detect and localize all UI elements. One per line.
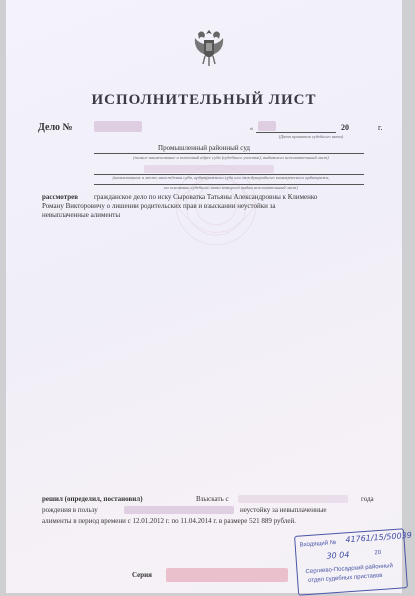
recover-line-2-start: рождения в пользу bbox=[42, 506, 98, 514]
case-text-line-3: невыплаченные алименты bbox=[42, 211, 121, 219]
incoming-number: 41761/15/50039 bbox=[345, 530, 413, 545]
recover-line-1: Взыскать с bbox=[196, 495, 229, 503]
case-text-line-1: гражданское дело по иску Сыроватка Татьяны Александровны к Клименко bbox=[94, 193, 318, 201]
case-text-line-2: Роману Викторовичу о лишении родительских прав и взыскании неустойки за bbox=[42, 202, 276, 210]
redacted-case-number bbox=[94, 121, 142, 132]
considered-label: рассмотрев bbox=[42, 193, 78, 201]
court-caption: (полное наименование и почтовый адрес суда (судебного участка), выдавшего исполнительный лист) bbox=[133, 155, 329, 160]
court-line bbox=[94, 153, 364, 154]
stamp-date: 30 04 bbox=[326, 550, 350, 561]
date-line bbox=[256, 132, 336, 133]
document-sheet bbox=[6, 0, 413, 593]
year-label: 20 bbox=[341, 123, 349, 132]
incoming-stamp bbox=[294, 528, 413, 596]
recover-line-2-end: неустойку за невыплаченные bbox=[240, 506, 327, 514]
redacted-court-address bbox=[144, 165, 274, 173]
coat-of-arms-emblem bbox=[192, 26, 226, 68]
stamp-office-line-2: отдел судебных приставов bbox=[308, 572, 383, 585]
place-caption: (наименование и место нахождения суда, арбитражного суда или международного коммерческого арбитража, bbox=[112, 175, 330, 180]
date-caption: (Дата принятия судебного акта) bbox=[278, 134, 344, 139]
recover-line-3: алименты в период времени с 12.01.2012 г. по 11.04.2014 г. в размере 521 889 рублей. bbox=[42, 517, 296, 525]
redacted-creditor-name bbox=[124, 506, 234, 514]
stamp-year: 20 bbox=[374, 549, 382, 557]
redacted-debtor-name bbox=[238, 495, 348, 503]
series-label: Серия bbox=[132, 571, 152, 579]
redacted-series-number bbox=[166, 568, 288, 582]
document-title: ИСПОЛНИТЕЛЬНЫЙ ЛИСТ bbox=[91, 92, 317, 108]
stamp-office-line-1: Сергиево-Посадский районный bbox=[305, 563, 394, 576]
date-quote-mark: « bbox=[250, 126, 253, 132]
incoming-label: Входящий № bbox=[299, 539, 337, 549]
act-caption: на основании судебного акта которого выдан исполнительный лист) bbox=[164, 185, 298, 190]
case-number-label: Дело № bbox=[38, 122, 73, 133]
year-suffix: г. bbox=[378, 123, 383, 132]
redacted-date bbox=[258, 121, 276, 131]
recover-line-1-end: года bbox=[361, 495, 374, 503]
court-name: Промышленный районный суд bbox=[158, 144, 250, 152]
decided-label: решил (определил, постановил) bbox=[42, 495, 143, 503]
